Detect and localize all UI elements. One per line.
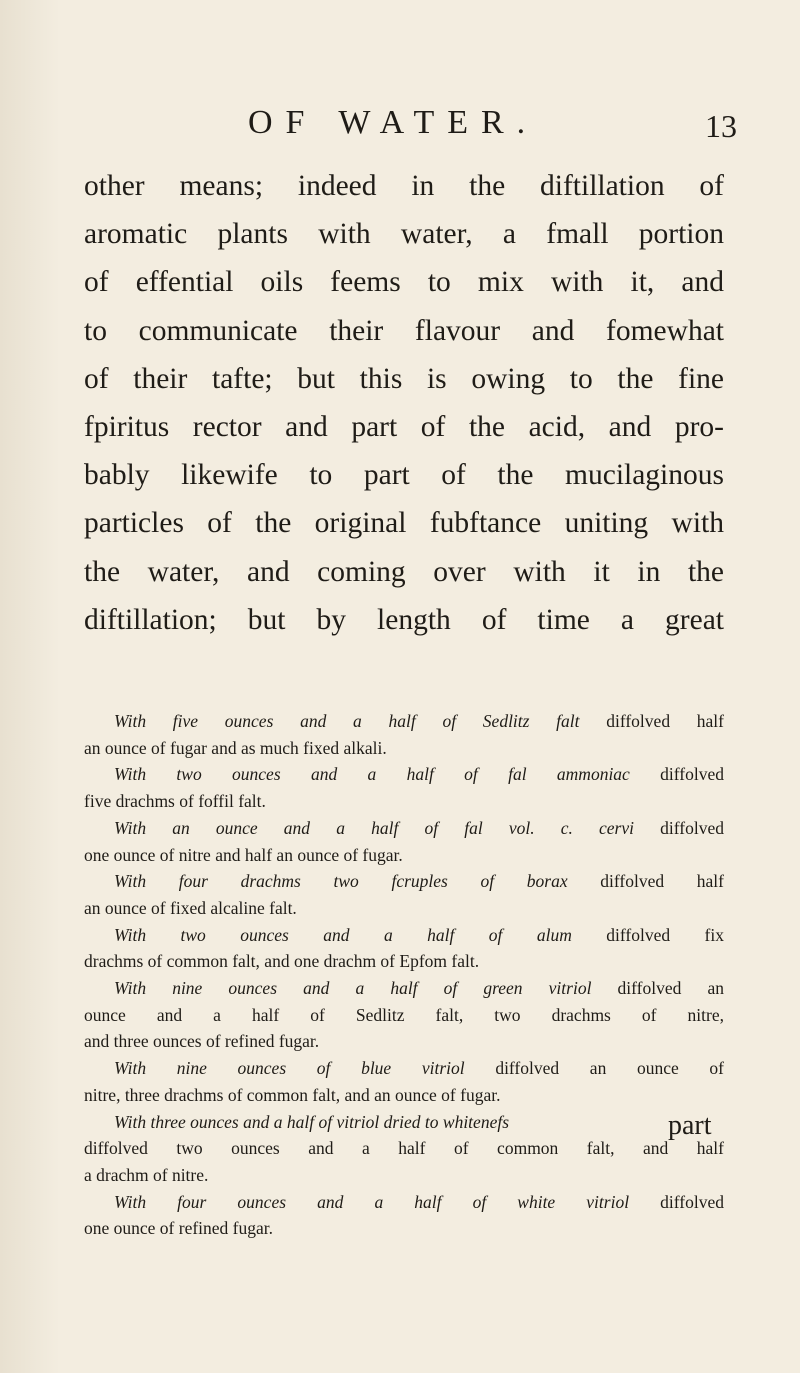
note-lead: With four drachms two fcruples of borax <box>114 871 568 892</box>
note-text: diffolved <box>660 764 725 785</box>
text-line: bably likewife to part of the mucilaginous <box>84 459 724 492</box>
note-text: diffolved fix <box>606 924 724 945</box>
note-text: and three ounces of refined fugar. <box>84 1031 320 1052</box>
note-text: one ounce of nitre and half an ounce of fugar. <box>84 844 403 865</box>
note-text: diffolved an <box>617 978 724 999</box>
note-text: diffolved half <box>600 871 724 892</box>
note-text: an ounce of fixed alcaline falt. <box>84 897 297 918</box>
note-text: diffolved two ounces and a half of common falt, and half <box>84 1138 724 1159</box>
main-text <box>84 162 724 644</box>
note-lead: With two ounces and a half of alum <box>114 924 572 945</box>
text-line: fpiritus rector and part of the acid, and pro- <box>84 411 724 444</box>
note-lead: With nine ounces of blue vitriol <box>114 1058 465 1079</box>
page-header <box>0 104 800 164</box>
text-line: aromatic plants with water, a fmall portion <box>84 218 724 251</box>
note-text: ounce and a half of Sedlitz falt, two drachms of nitre, <box>84 1004 724 1025</box>
running-title: OF WATER. <box>248 104 539 141</box>
text-line: of their tafte; but this is owing to the fine <box>84 362 724 395</box>
text-line: to communicate their flavour and fomewhat <box>84 314 724 347</box>
note-text: diffolved <box>660 817 725 838</box>
note-text: a drachm of nitre. <box>84 1164 209 1185</box>
note-lead: With four ounces and a half of white vitriol <box>114 1191 630 1212</box>
page-number: 13 <box>705 108 737 144</box>
note-entry <box>84 1055 724 1108</box>
text-line: other means; indeed in the diftillation of <box>84 170 724 202</box>
catchword: part <box>668 1110 712 1141</box>
note-lead: With two ounces and a half of fal ammoniac <box>114 764 630 785</box>
text-line: particles of the original fubftance uniting with <box>84 507 724 540</box>
note-entry <box>84 1109 724 1189</box>
text-line: of effential oils feems to mix with it, and <box>84 266 724 299</box>
note-text: nitre, three drachms of common falt, and an ounce of fugar. <box>84 1084 501 1105</box>
note-text: drachms of common falt, and one drachm of Epfom falt. <box>84 951 480 972</box>
note-text: diffolved <box>660 1191 724 1212</box>
note-text: five drachms of foffil falt. <box>84 791 266 812</box>
text-line: the water, and coming over with it in the <box>84 555 724 588</box>
note-entry <box>84 868 724 921</box>
note-entry <box>84 975 724 1055</box>
text-line: diftillation; but by length of time a great <box>84 603 724 636</box>
note-entry <box>84 761 724 814</box>
note-text: diffolved half <box>606 711 724 731</box>
note-text: an ounce of fugar and as much fixed alkali. <box>84 737 387 758</box>
note-text: diffolved an ounce of <box>495 1058 725 1079</box>
note-lead: With nine ounces and a half of green vitriol <box>114 978 592 999</box>
note-lead: With five ounces and a half of Sedlitz falt <box>114 711 580 731</box>
note-entry <box>84 708 724 761</box>
note-lead: With an ounce and a half of fal vol. c. cervi <box>114 817 635 838</box>
note-entry <box>84 1189 724 1242</box>
note-entry <box>84 815 724 868</box>
experiment-notes <box>84 708 724 1242</box>
note-text: one ounce of refined fugar. <box>84 1218 274 1239</box>
note-entry <box>84 922 724 975</box>
note-lead: With three ounces and a half of vitriol dried to whitenefs <box>114 1111 510 1132</box>
